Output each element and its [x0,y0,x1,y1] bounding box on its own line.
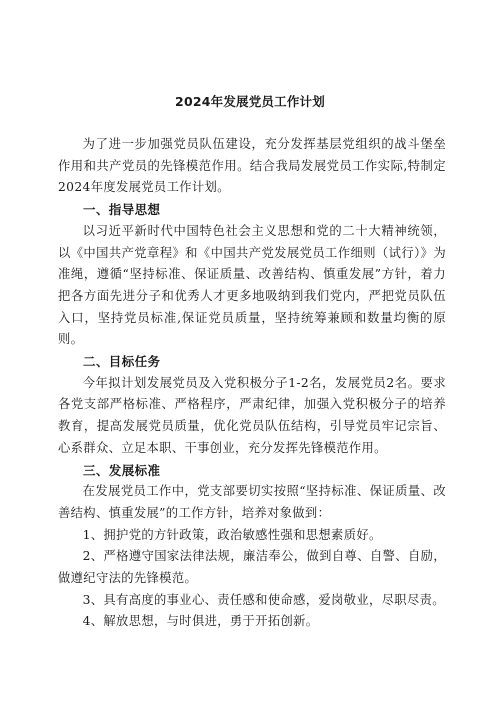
document-title: 2024年发展党员工作计划 [175,94,325,109]
guiding-ideology-paragraph: 以习近平新时代中国特色社会主义思想和党的二十大精神统领，以《中国共产党章程》和《中国共产党发展党员工作细则（试行）》为准绳，遵循“坚持标准、保证质量、改善结构、慎重发展”方针，着力把各方面先进分子和优秀人才更多地吸纳到我们党内，严把党员队伍入口，坚持党员标准,保证党员质量，坚持统筹兼顾和数量均衡的原则。 [58,223,446,347]
goals-paragraph: 今年拟计划发展党员及入党积极分子1-2名，发展党员2名。要求各党支部严格标准、严格程序，严肃纪律，加强入党积极分子的培养教育，提高发展党员质量，优化党员队伍结构，引导党员牢记宗旨、心系群众、立足本职、干事创业，充分发挥先锋模范作用。 [58,375,446,455]
section-heading-goals: 二、目标任务 [83,354,161,370]
section-heading-guiding-ideology: 一、指导思想 [83,202,161,218]
standards-item-1: 1、拥护党的方针政策，政治敏感性强和思想素质好。 [82,527,382,542]
intro-paragraph: 为了进一步加强党员队伍建设，充分发挥基层党组织的战斗堡垒作用和共产党员的先锋模范作用。结合我局发展党员工作实际,特制定2024年度发展党员工作计划。 [58,137,446,195]
standards-item-3: 3、具有高度的事业心、责任感和使命感，爱岗敬业，尽职尽责。 [82,592,445,607]
document-body [58,134,446,633]
standards-item-4: 4、解放思想，与时俱进，勇于开拓创新。 [82,614,319,629]
section-heading-standards: 三、发展标准 [83,462,161,478]
standards-item-2: 2、严格遵守国家法律法规，廉洁奉公，做到自尊、自警、自励，做遵纪守法的先锋模范。 [58,549,446,586]
standards-paragraph: 在发展党员工作中，党支部要切实按照“坚持标准、保证质量、改善结构、慎重发展”的工作方针，培养对象做到： [58,484,446,520]
